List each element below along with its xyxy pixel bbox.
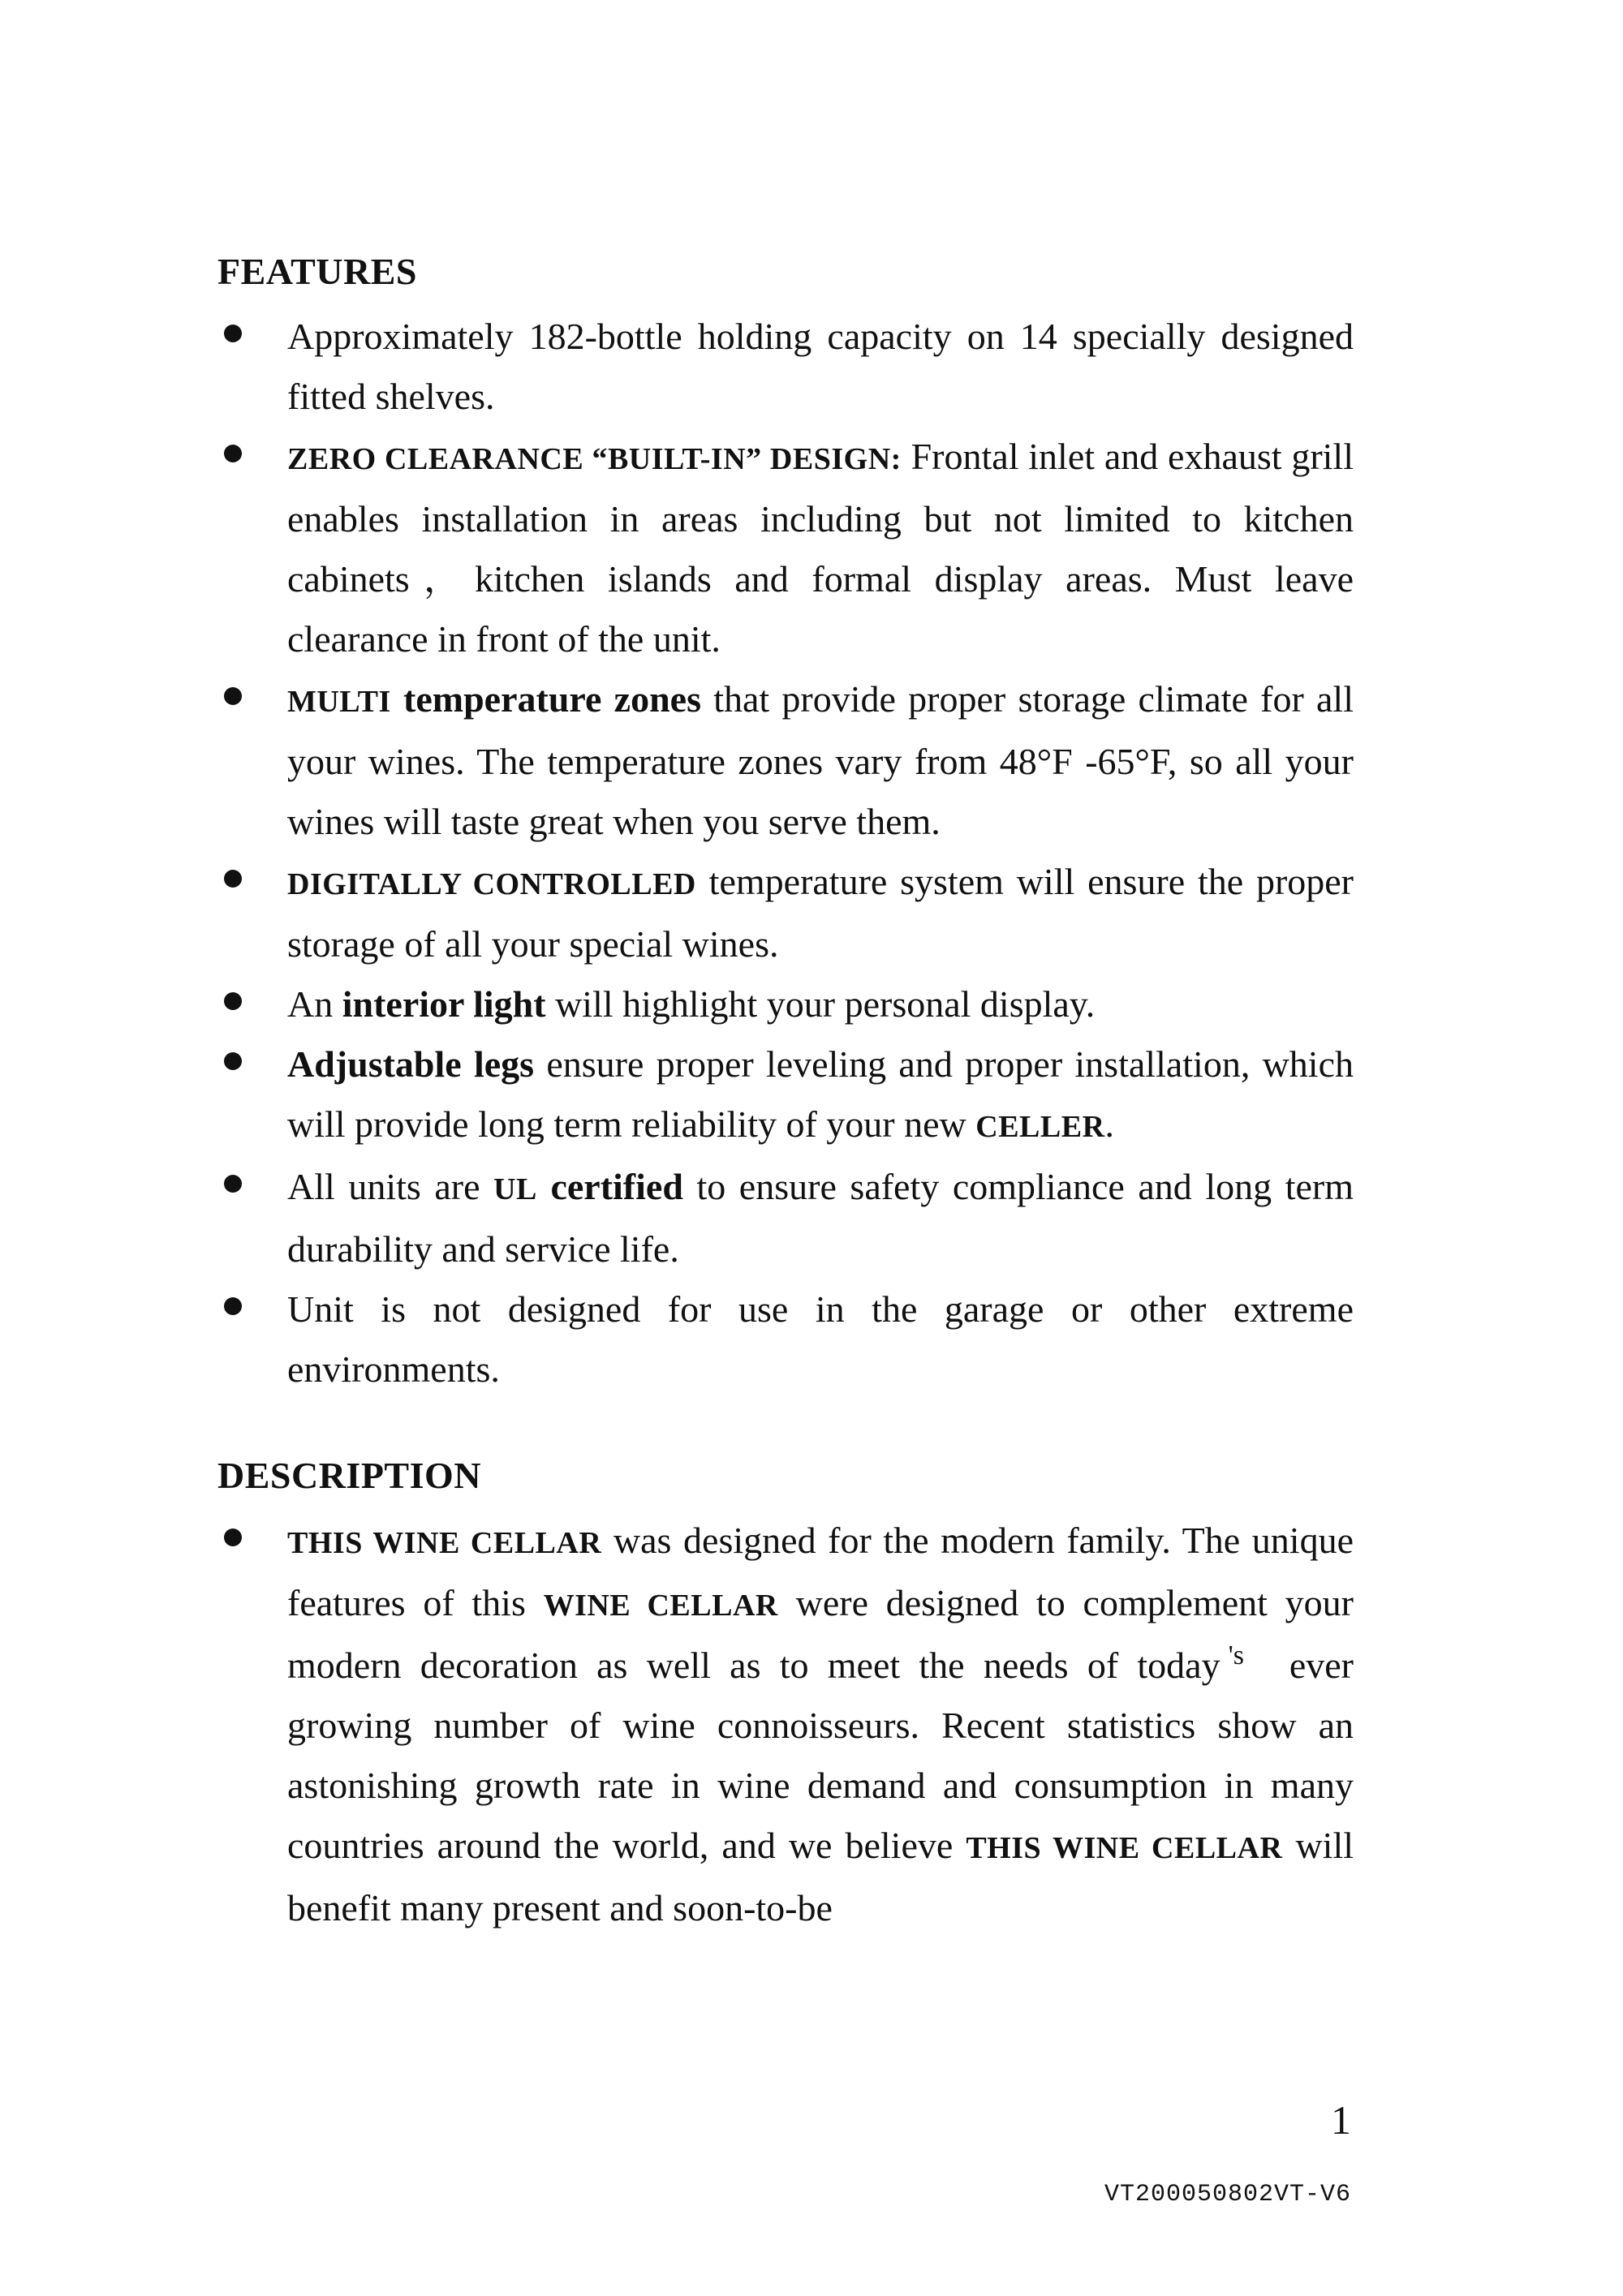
description-lead-3: THIS WINE CELLAR <box>966 1831 1283 1865</box>
feature-item-zero-clearance <box>217 427 1354 669</box>
document-code: VT200050802VT-V6 <box>1104 2181 1351 2208</box>
feature-end: . <box>1104 1103 1115 1145</box>
feature-pre: An <box>287 983 334 1025</box>
description-body-4: will benefit many present and soon-to-be <box>287 1825 1354 1928</box>
feature-bold: Adjustable legs <box>287 1043 535 1085</box>
bullet-icon <box>224 1297 242 1315</box>
feature-body: that provide proper storage climate for all your wines. The temperature zones vary from 48°F -65°F, so all your wines will taste great when you serve them. <box>287 678 1354 842</box>
feature-text <box>287 427 1354 669</box>
feature-bold: certified <box>550 1166 683 1207</box>
features-list <box>217 307 1354 1400</box>
feature-end-bold: CELLER <box>975 1110 1105 1144</box>
features-heading: FEATURES <box>217 251 417 292</box>
feature-text <box>287 1157 1354 1279</box>
feature-text <box>287 1034 1354 1157</box>
bullet-icon <box>224 870 242 888</box>
bullet-icon <box>224 992 242 1010</box>
feature-text <box>287 1279 1354 1400</box>
bullet-icon <box>224 687 242 705</box>
description-text <box>287 1511 1354 1938</box>
feature-pre: All units are <box>287 1166 480 1207</box>
feature-lead-bold: temperature zones <box>403 678 701 720</box>
apostrophe-s: 's <box>1228 1640 1244 1670</box>
feature-item-capacity <box>217 307 1354 427</box>
feature-item-garage <box>217 1279 1354 1400</box>
description-body-2: were designed to complement your modern decoration as well as to meet the needs of today <box>287 1582 1354 1686</box>
feature-text <box>287 852 1354 974</box>
feature-text <box>287 669 1354 852</box>
feature-item-ul <box>217 1157 1354 1279</box>
description-heading: DESCRIPTION <box>217 1455 482 1496</box>
feature-body: Frontal inlet and exhaust grill enables installation in areas including but not limited to kitchen cabinets，kitchen islands and formal display areas. Must leave clearance in front of the unit. <box>287 436 1354 660</box>
description-item <box>217 1511 1354 1938</box>
feature-item-light <box>217 974 1354 1034</box>
bullet-icon <box>224 325 242 342</box>
feature-post: will highlight your personal display. <box>555 983 1096 1025</box>
feature-body: ensure proper leveling and proper installation, which will provide long term reliability of your new <box>287 1043 1354 1145</box>
feature-text <box>287 307 1354 427</box>
feature-item-digital <box>217 852 1354 974</box>
feature-item-multi-zone <box>217 669 1354 852</box>
bullet-icon <box>224 445 242 462</box>
description-body-3: ever growing number of wine connoisseurs. Recent statistics show an astonishing growth rate in wine demand and consumption in many countries around the world, and we believe <box>287 1645 1354 1866</box>
description-lead: THIS WINE CELLAR <box>287 1526 602 1560</box>
bullet-icon <box>224 1052 242 1070</box>
feature-bold: interior light <box>342 983 546 1025</box>
feature-sc: UL <box>493 1172 537 1206</box>
feature-item-legs <box>217 1034 1354 1157</box>
description-lead-2: WINE CELLAR <box>543 1589 778 1623</box>
description-body-1: was designed for the modern family. The unique features of this <box>287 1520 1354 1623</box>
feature-capacity-text: Approximately 182-bottle holding capacity on 14 specially designed fitted shelves. <box>287 316 1354 417</box>
feature-post: to ensure safety compliance and long term durability and service life. <box>287 1166 1354 1270</box>
feature-lead: ZERO CLEARANCE “BUILT-IN” DESIGN: <box>287 442 902 476</box>
feature-body: Unit is not designed for use in the garage or other extreme environments. <box>287 1288 1354 1390</box>
feature-text <box>287 974 1354 1034</box>
page-number: 1 <box>1331 2097 1351 2143</box>
bullet-icon <box>224 1175 242 1193</box>
description-list <box>217 1511 1354 1938</box>
feature-lead: MULTI <box>287 685 391 719</box>
feature-lead: DIGITALLY CONTROLLED <box>287 867 696 901</box>
feature-body: temperature system will ensure the proper storage of all your special wines. <box>287 861 1354 965</box>
bullet-icon <box>224 1529 242 1546</box>
